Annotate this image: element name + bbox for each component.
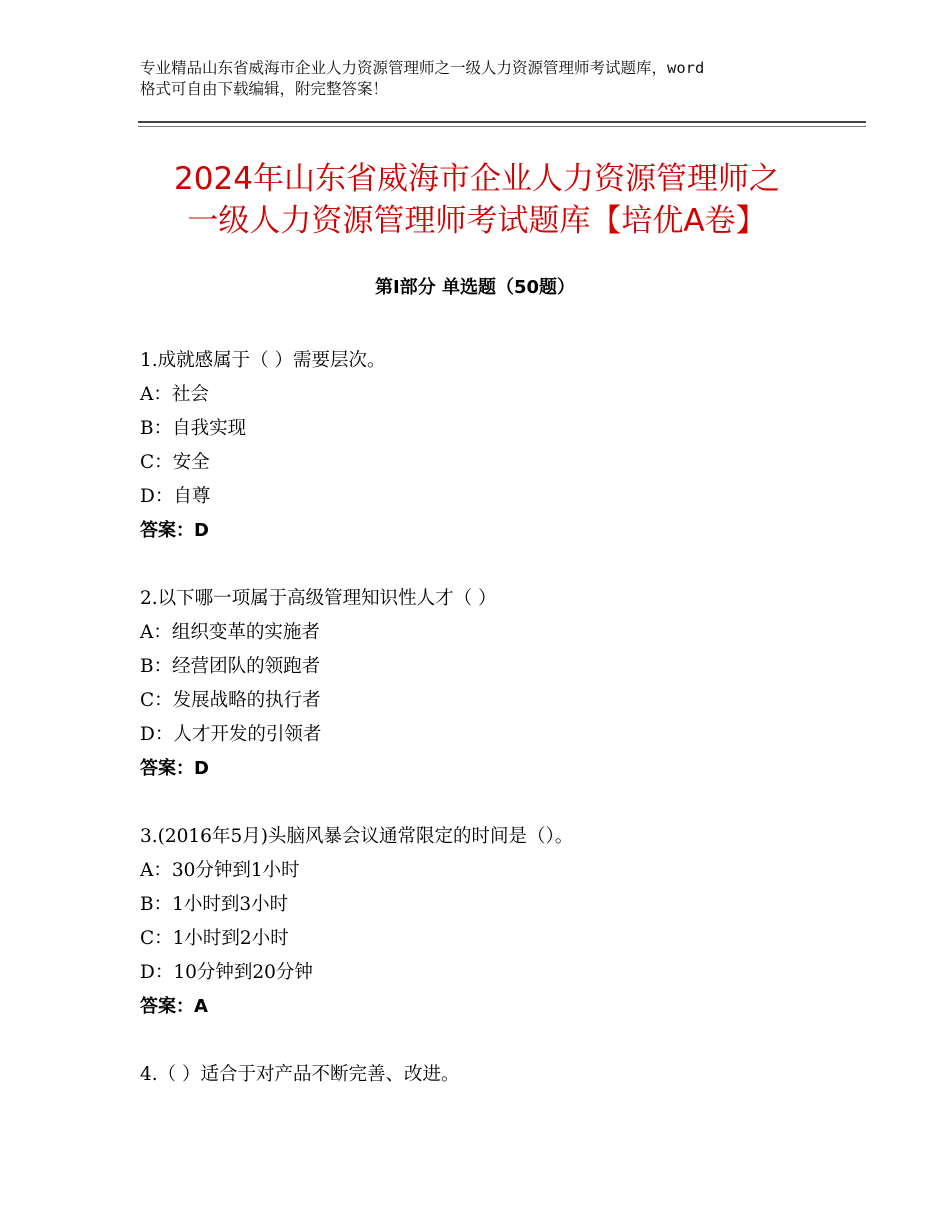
document-title	[138, 158, 816, 242]
option-a: A：30分钟到1小时	[140, 860, 300, 881]
question-stem: 2.以下哪一项属于高级管理知识性人才（ ）	[140, 588, 497, 609]
option-d: D：自尊	[140, 486, 211, 507]
option-d: D：人才开发的引领者	[140, 724, 322, 745]
option-a: A：组织变革的实施者	[140, 622, 320, 643]
header-divider-thin	[138, 126, 866, 127]
question-2	[140, 582, 840, 786]
option-c: C：1小时到2小时	[140, 928, 289, 949]
answer: 答案：D	[140, 758, 209, 779]
option-d: D：10分钟到20分钟	[140, 962, 313, 983]
question-3	[140, 820, 840, 1024]
question-4	[140, 1058, 840, 1092]
question-stem: 1.成就感属于（ ）需要层次。	[140, 350, 386, 371]
question-1	[140, 344, 840, 548]
option-c: C：安全	[140, 452, 210, 473]
answer: 答案：D	[140, 520, 209, 541]
header-note-line-1: 专业精品山东省威海市企业人力资源管理师之一级人力资源管理师考试题库，word	[140, 59, 705, 77]
header-divider-thick	[138, 121, 866, 123]
document-title-line-2: 一级人力资源管理师考试题库【培优A卷】	[187, 203, 767, 239]
header-note	[140, 58, 840, 100]
option-b: B：自我实现	[140, 418, 247, 439]
question-stem: 4.（ ）适合于对产品不断完善、改进。	[140, 1064, 460, 1085]
answer: 答案：A	[140, 996, 208, 1017]
document-title-line-1: 2024年山东省威海市企业人力资源管理师之	[174, 161, 780, 197]
option-a: A：社会	[140, 384, 209, 405]
header-note-line-2: 格式可自由下载编辑，附完整答案！	[140, 80, 389, 98]
question-list	[140, 344, 840, 1126]
option-c: C：发展战略的执行者	[140, 690, 321, 711]
option-b: B：经营团队的领跑者	[140, 656, 321, 677]
section-heading: 第Ⅰ部分 单选题（50题）	[374, 277, 575, 298]
option-b: B：1小时到3小时	[140, 894, 289, 915]
question-stem: 3.(2016年5月)头脑风暴会议通常限定的时间是（）。	[140, 826, 574, 847]
